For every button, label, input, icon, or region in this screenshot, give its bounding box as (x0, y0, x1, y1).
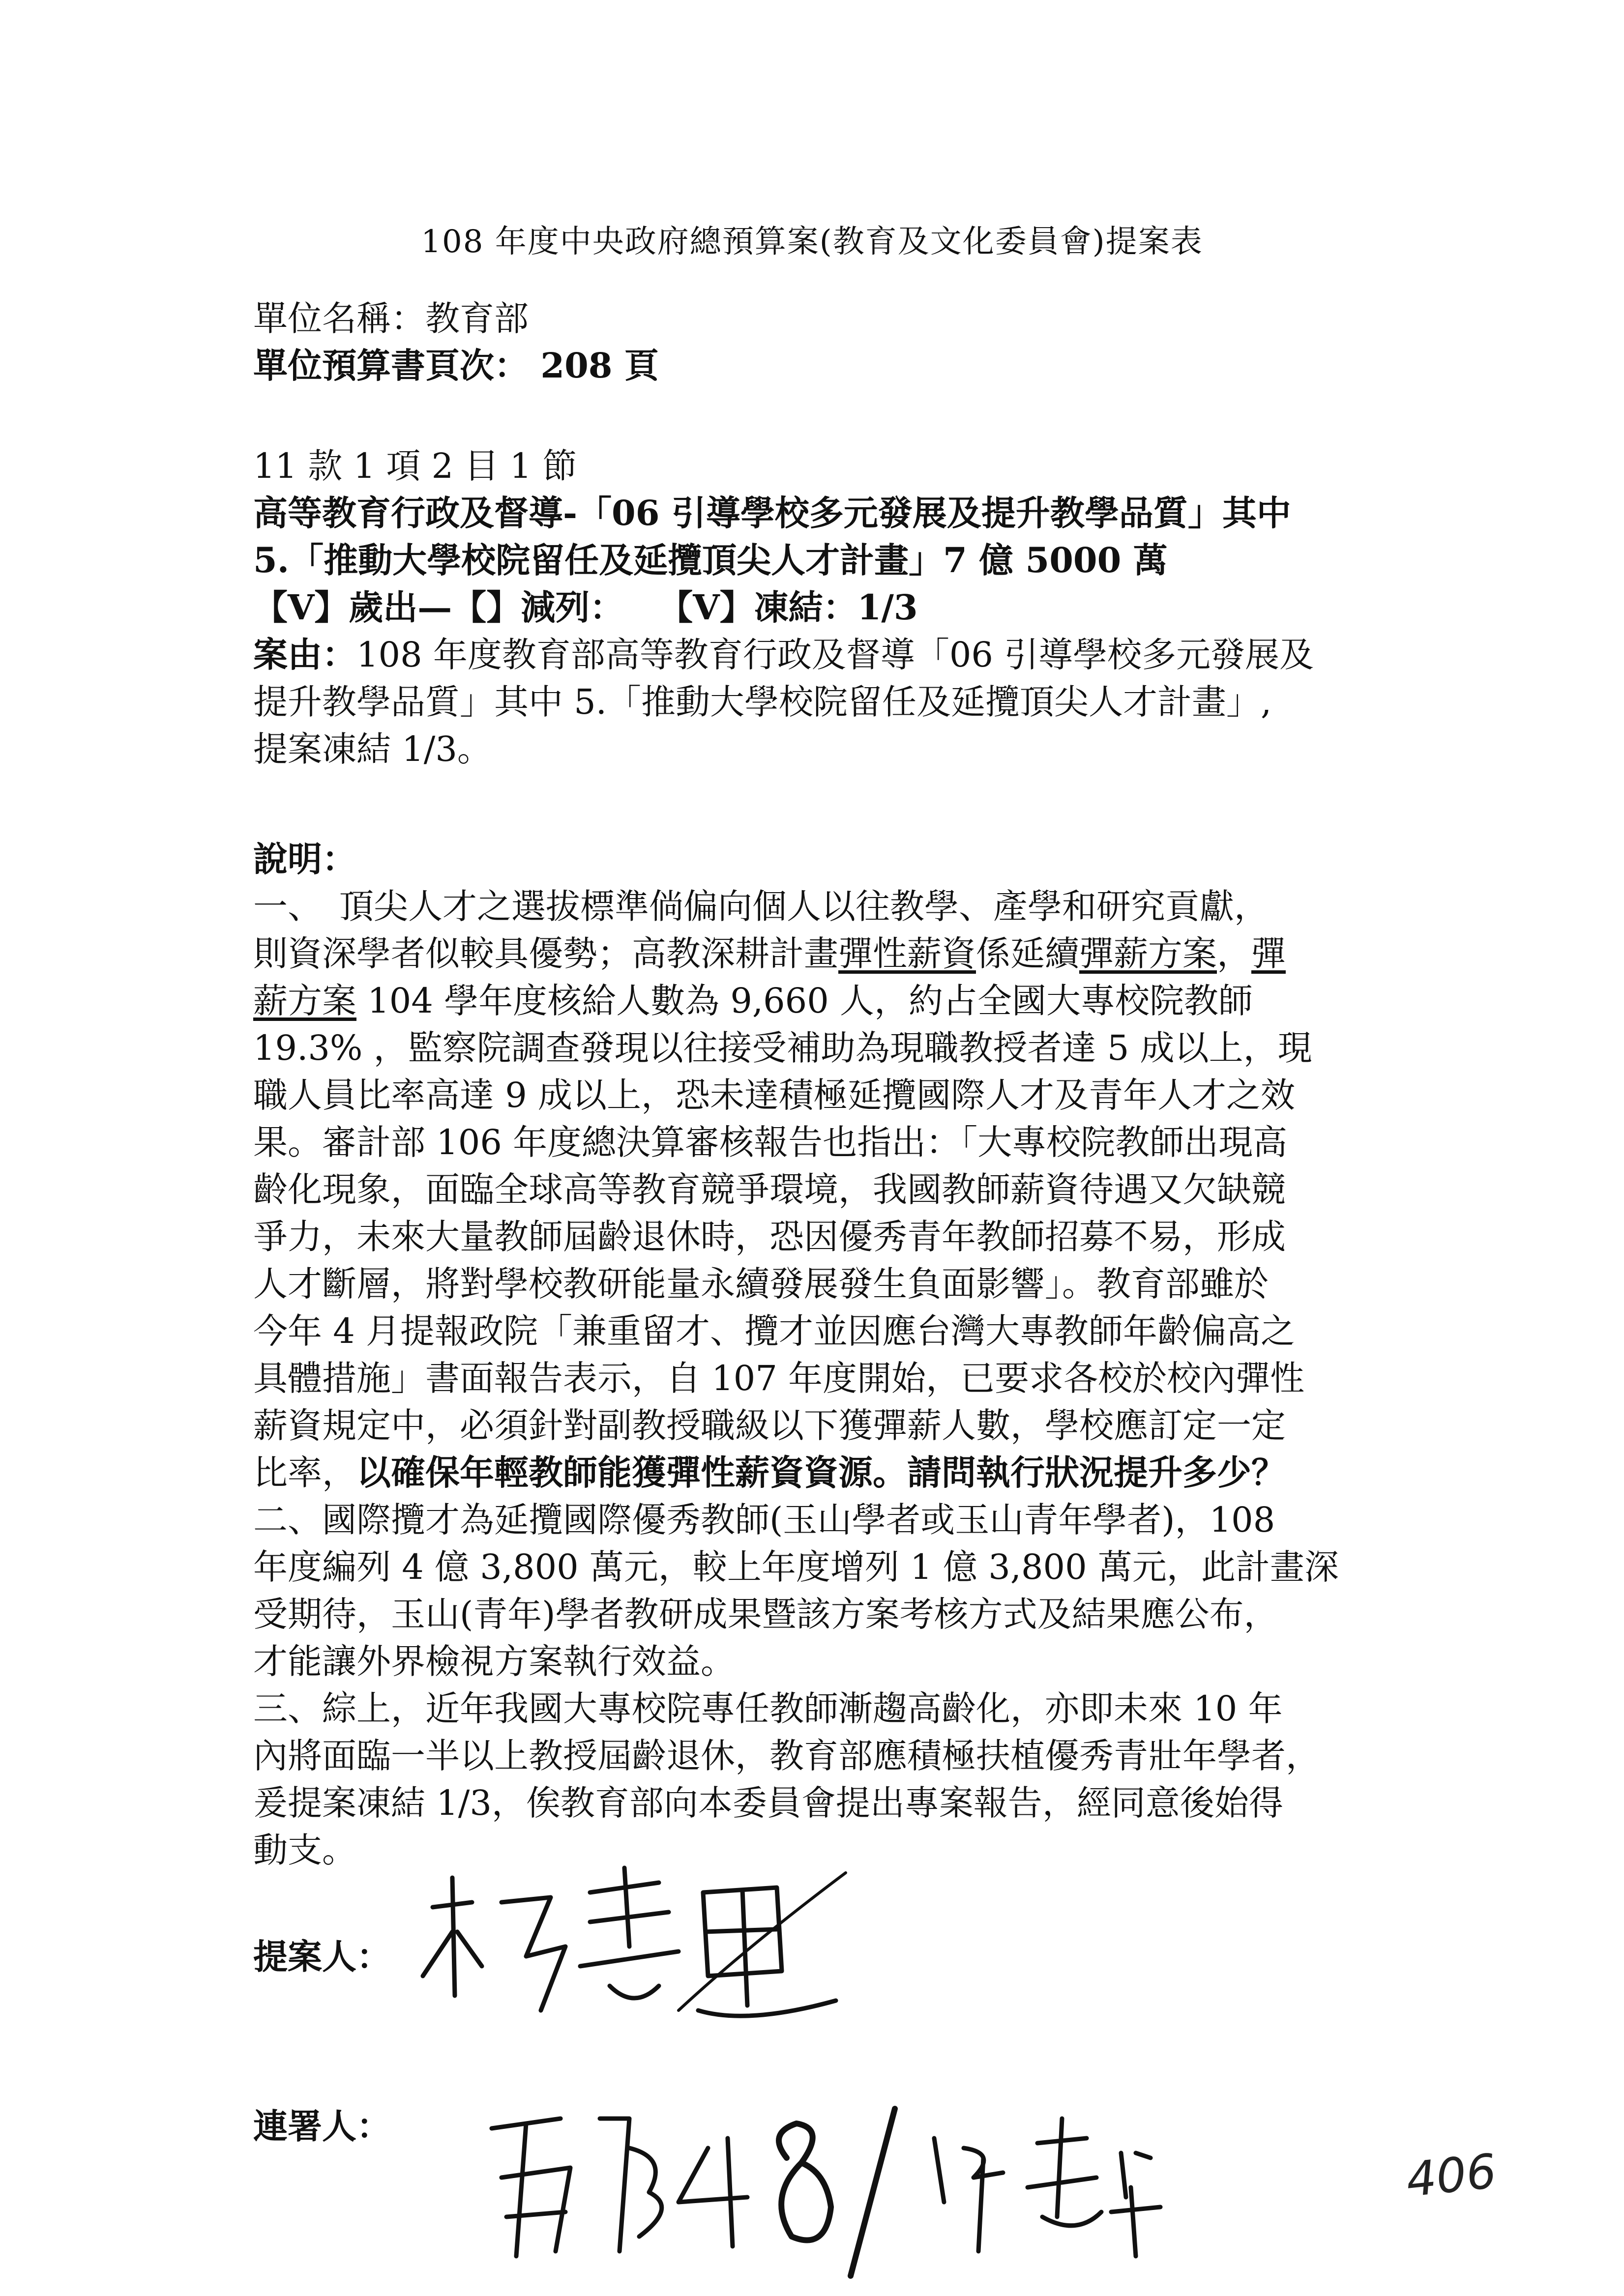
p1-underline-flexible-salary: 彈性薪資 (838, 933, 976, 974)
reason-line-3: 提案凍結 1/3。 (253, 729, 492, 769)
p1-underline-salary-plan-start: 彈 (1251, 933, 1286, 974)
paragraph-3-line-1: 三、綜上，近年我國大專校院專任教師漸趨高齡化，亦即未來 10 年 (253, 1688, 1283, 1729)
proposer-label: 提案人： (253, 1936, 391, 1977)
paragraph-2-line-3: 受期待，玉山(青年)學者教研成果暨該方案考核方式及結果應公布， (253, 1594, 1278, 1634)
paragraph-1-line-10: 今年 4 月提報政院「兼重留才、攬才並因應台灣大專教師年齡偏高之 (253, 1311, 1296, 1351)
paragraph-1-line-3 (253, 977, 1418, 1024)
unit-name: 單位名稱：教育部 (253, 298, 529, 339)
p1-text-d: 104 學年度核給人數為 9,660 人，約占全國大專校院教師 (356, 981, 1253, 1021)
reason-text-1: 108 年度教育部高等教育行政及督導「06 引導學校多元發展及 (356, 635, 1314, 675)
proposer-signature (403, 1848, 875, 2055)
program-line-2: 5.「推動大學校院留任及延攬頂尖人才計畫」7 億 5000 萬 (253, 540, 1168, 581)
paragraph-1-line-2 (253, 930, 1418, 977)
paragraph-1-line-5: 職人員比率高達 9 成以上，恐未達積極延攬國際人才及青年人才之效 (253, 1075, 1296, 1115)
p1-text-a: 則資深學者似較具優勢；高教深耕計畫 (253, 933, 838, 974)
paragraph-1-line-7: 齡化現象，面臨全球高等教育競爭環境，我國教師薪資待遇又欠缺競 (253, 1169, 1286, 1210)
paragraph-1-line-11: 具體措施」書面報告表示，自 107 年度開始，已要求各校於校內彈性 (253, 1358, 1305, 1398)
paragraph-1-line-6: 果。審計部 106 年度總決算審核報告也指出：「大專校院教師出現高 (253, 1122, 1288, 1163)
p1-last-text: 比率， (253, 1453, 356, 1493)
action-line: 【V】歲出—【】減列： 【V】凍結：1/3 (253, 587, 918, 628)
p1-text-b: 係延續 (976, 933, 1079, 974)
reason-line-2: 提升教學品質」其中 5.「推動大學校院留任及延攬頂尖人才計畫」, (253, 682, 1272, 722)
paragraph-2-line-1: 二、國際攬才為延攬國際優秀教師(玉山學者或玉山青年學者)，108 (253, 1500, 1275, 1540)
paragraph-1-line-12: 薪資規定中，必須針對副教授職級以下獲彈薪人數，學校應訂定一定 (253, 1405, 1286, 1446)
p1-underline-salary-plan: 彈薪方案 (1079, 933, 1217, 974)
document-title: 108 年度中央政府總預算案(教育及文化委員會)提案表 (421, 224, 1203, 260)
reason-line-1 (253, 631, 1418, 678)
paragraph-2-line-4: 才能讓外界檢視方案執行效益。 (253, 1641, 735, 1682)
p1-emphasis-question: 以確保年輕教師能獲彈性薪資資源。請問執行狀況提升多少？ (356, 1452, 1286, 1493)
paragraph-1-line-1: 一、 頂尖人才之選拔標準倘偏向個人以往教學、產學和研究貢獻， (253, 886, 1269, 927)
cosigner-label: 連署人： (253, 2106, 391, 2147)
paragraph-1-line-13 (253, 1449, 1418, 1496)
explanation-label: 說明： (253, 839, 356, 879)
paragraph-1-line-9: 人才斷層，將對學校教研能量永續發展發生負面影響」。教育部雖於 (253, 1264, 1269, 1304)
budget-section: 11 款 1 項 2 目 1 節 (253, 446, 577, 486)
paragraph-2-line-2: 年度編列 4 億 3,800 萬元，較上年度增列 1 億 3,800 萬元，此計畫深 (253, 1547, 1339, 1587)
p1-underline-salary-plan-end: 薪方案 (253, 981, 356, 1021)
paragraph-1-line-4: 19.3% ，監察院調查發現以往接受補助為現職教授者達 5 成以上，現 (253, 1028, 1312, 1068)
reason-label: 案由： (253, 634, 356, 675)
cosigner-signatures (472, 2089, 1210, 2286)
budget-page: 單位預算書頁次： 208 頁 (253, 345, 659, 386)
p1-text-c: ， (1217, 933, 1251, 974)
paragraph-3-line-4: 動支。 (253, 1830, 356, 1870)
handwritten-page-number: 406 (1403, 2143, 1499, 2208)
paragraph-3-line-2: 內將面臨一半以上教授屆齡退休，教育部應積極扶植優秀青壯年學者， (253, 1736, 1320, 1776)
program-line-1: 高等教育行政及督導-「06 引導學校多元發展及提升教學品質」其中 (253, 493, 1291, 533)
paragraph-1-line-8: 爭力，未來大量教師屆齡退休時，恐因優秀青年教師招募不易，形成 (253, 1217, 1286, 1257)
paragraph-3-line-3: 爰提案凍結 1/3，俟教育部向本委員會提出專案報告，經同意後始得 (253, 1783, 1283, 1823)
